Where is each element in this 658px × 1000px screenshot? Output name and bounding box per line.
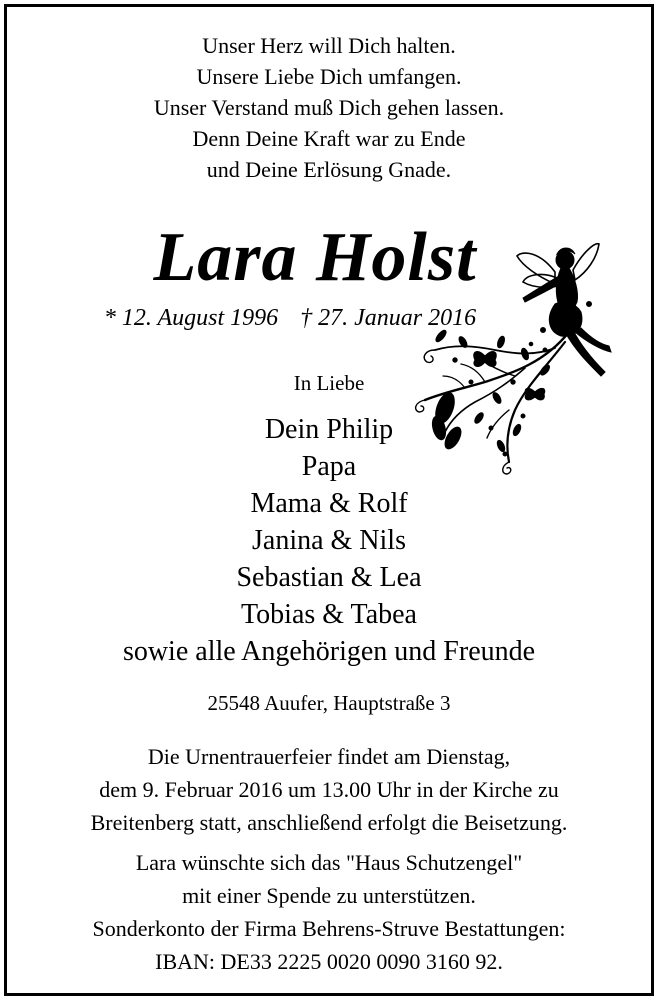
mourner-name: Tobias & Tabea [241, 599, 417, 630]
deceased-name: Lara Holst [153, 219, 477, 296]
poem-line: Unser Verstand muß Dich gehen lassen. [153, 95, 505, 120]
mourners-intro: In Liebe [293, 371, 365, 395]
mourner-name: Janina & Nils [252, 525, 406, 556]
family-address: 25548 Auufer, Hauptstraße 3 [207, 691, 451, 715]
mourner-name: Sebastian & Lea [236, 562, 422, 593]
death-date: † 27. Januar 2016 [300, 305, 477, 331]
mourner-name: sowie alle Angehörigen und Freunde [122, 636, 536, 667]
donation-line: Sonderkonto der Firma Behrens-Struve Bestattungen: [92, 916, 566, 941]
donation-info [0, 846, 658, 978]
poem-line: und Deine Erlösung Gnade. [206, 157, 452, 182]
ceremony-line: Breitenberg statt, anschließend erfolgt die Beisetzung. [90, 810, 568, 835]
mourners-list [0, 411, 658, 670]
poem-line: Unser Herz will Dich halten. [202, 33, 456, 58]
poem-line: Unsere Liebe Dich umfangen. [196, 64, 462, 89]
mourner-name: Papa [301, 451, 357, 482]
donation-line: mit einer Spende zu unterstützen. [182, 883, 476, 908]
poem-line: Denn Deine Kraft war zu Ende [192, 126, 466, 151]
ceremony-line: dem 9. Februar 2016 um 13.00 Uhr in der Kirche zu [99, 777, 559, 802]
ceremony-line: Die Urnentrauerfeier findet am Dienstag, [147, 744, 511, 769]
ceremony-info [0, 740, 658, 839]
mourner-name: Mama & Rolf [250, 488, 408, 519]
birth-date: * 12. August 1996 [103, 305, 279, 331]
poem [0, 30, 658, 185]
mourner-name: Dein Philip [264, 414, 394, 445]
donation-line: Lara wünschte sich das "Haus Schutzengel" [135, 850, 523, 875]
donation-line: IBAN: DE33 2225 0020 0090 3160 92. [155, 949, 503, 974]
